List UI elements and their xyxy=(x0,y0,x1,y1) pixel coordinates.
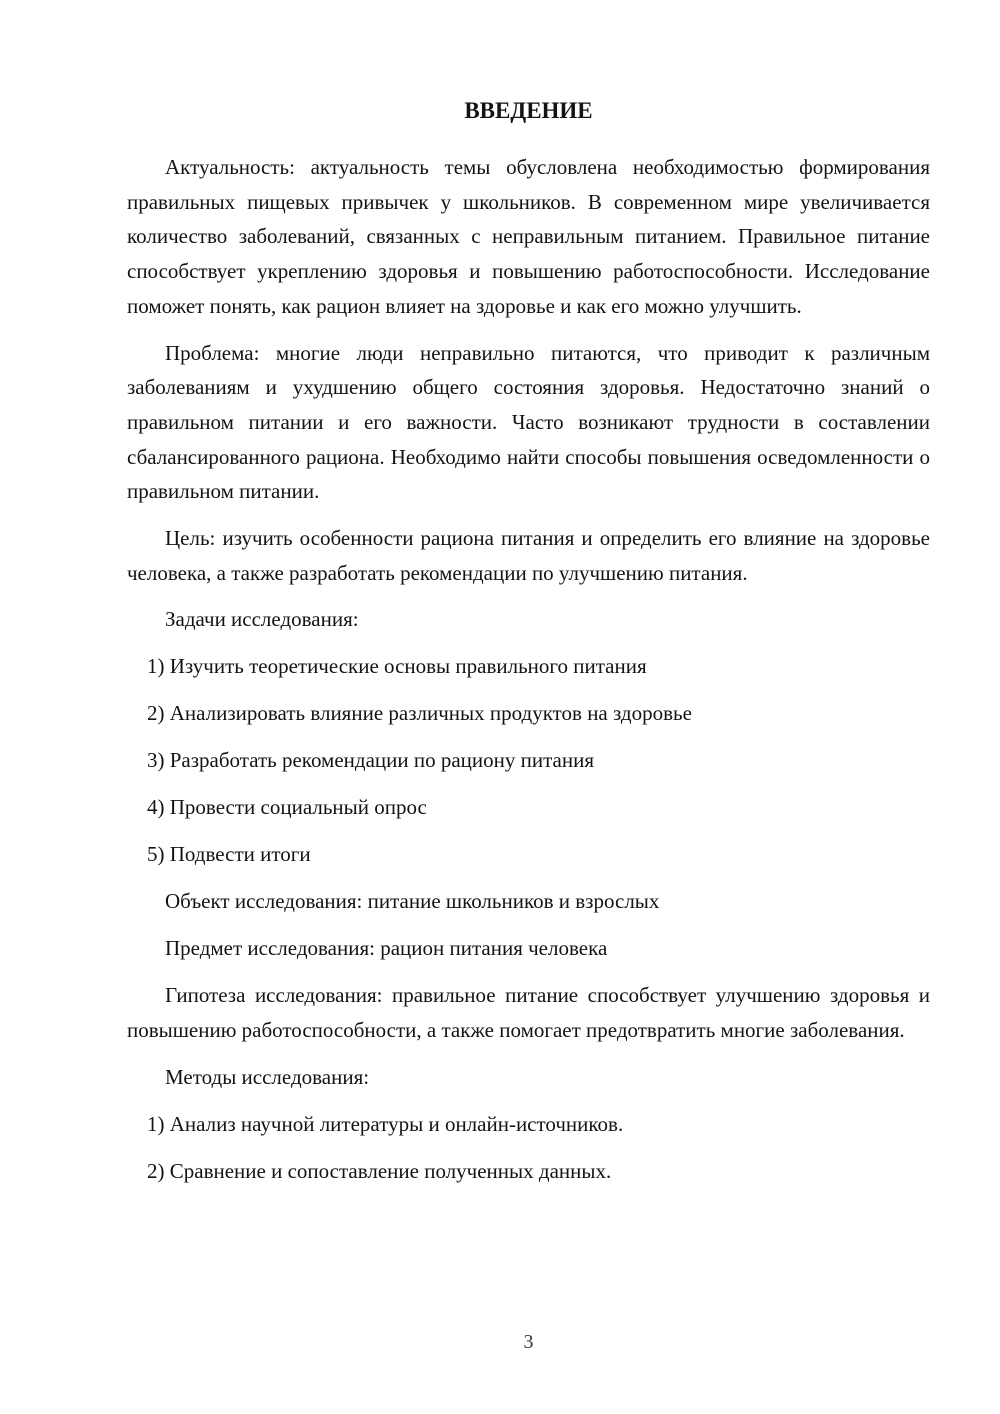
tasks-heading: Задачи исследования: xyxy=(165,607,359,632)
object-line: Объект исследования: питание школьников и взрослых xyxy=(165,889,660,914)
task-item-5: 5) Подвести итоги xyxy=(147,842,311,867)
subject-line: Предмет исследования: рацион питания человека xyxy=(165,936,608,961)
task-item-2: 2) Анализировать влияние различных продуктов на здоровье xyxy=(147,701,692,726)
methods-list xyxy=(127,1107,930,1189)
paragraph-relevance: Актуальность: актуальность темы обусловлена необходимостью формирования правильных пищевых привычек у школьников. В современном мире увеличивается количество заболеваний, связанных с неправильным питанием. Правильное питание способствует укреплению здоровья и повышению работоспособности. Исследование поможет понять, как рацион влияет на здоровье и как его можно улучшить. xyxy=(127,155,930,318)
methods-heading: Методы исследования: xyxy=(165,1064,370,1089)
task-item-3: 3) Разработать рекомендации по рациону питания xyxy=(147,748,594,773)
page-number: 3 xyxy=(523,1331,534,1353)
method-item-1: 1) Анализ научной литературы и онлайн-источников. xyxy=(147,1111,624,1136)
page-title: ВВЕДЕНИЕ xyxy=(464,98,593,123)
paragraph-problem: Проблема: многие люди неправильно питаются, что приводит к различным заболеваниям и ухудшению общего состояния здоровья. Недостаточно знаний о правильном питании и его важности. Часто возникают трудности в составлении сбалансированного рациона. Необходимо найти способы повышения осведомленности о правильном питании. xyxy=(127,340,930,504)
task-item-4: 4) Провести социальный опрос xyxy=(147,795,427,820)
tasks-list xyxy=(127,649,930,872)
method-item-2: 2) Сравнение и сопоставление полученных данных. xyxy=(147,1158,612,1183)
hypothesis-paragraph: Гипотеза исследования: правильное питание способствует улучшению здоровья и повышению работоспособности, а также помогает предотвратить многие заболевания. xyxy=(127,983,930,1043)
task-item-1: 1) Изучить теоретические основы правильного питания xyxy=(147,654,647,679)
document-content xyxy=(127,97,930,1201)
paragraph-goal: Цель: изучить особенности рациона питания и определить его влияние на здоровье человека, а также разработать рекомендации по улучшению питания. xyxy=(127,526,930,585)
